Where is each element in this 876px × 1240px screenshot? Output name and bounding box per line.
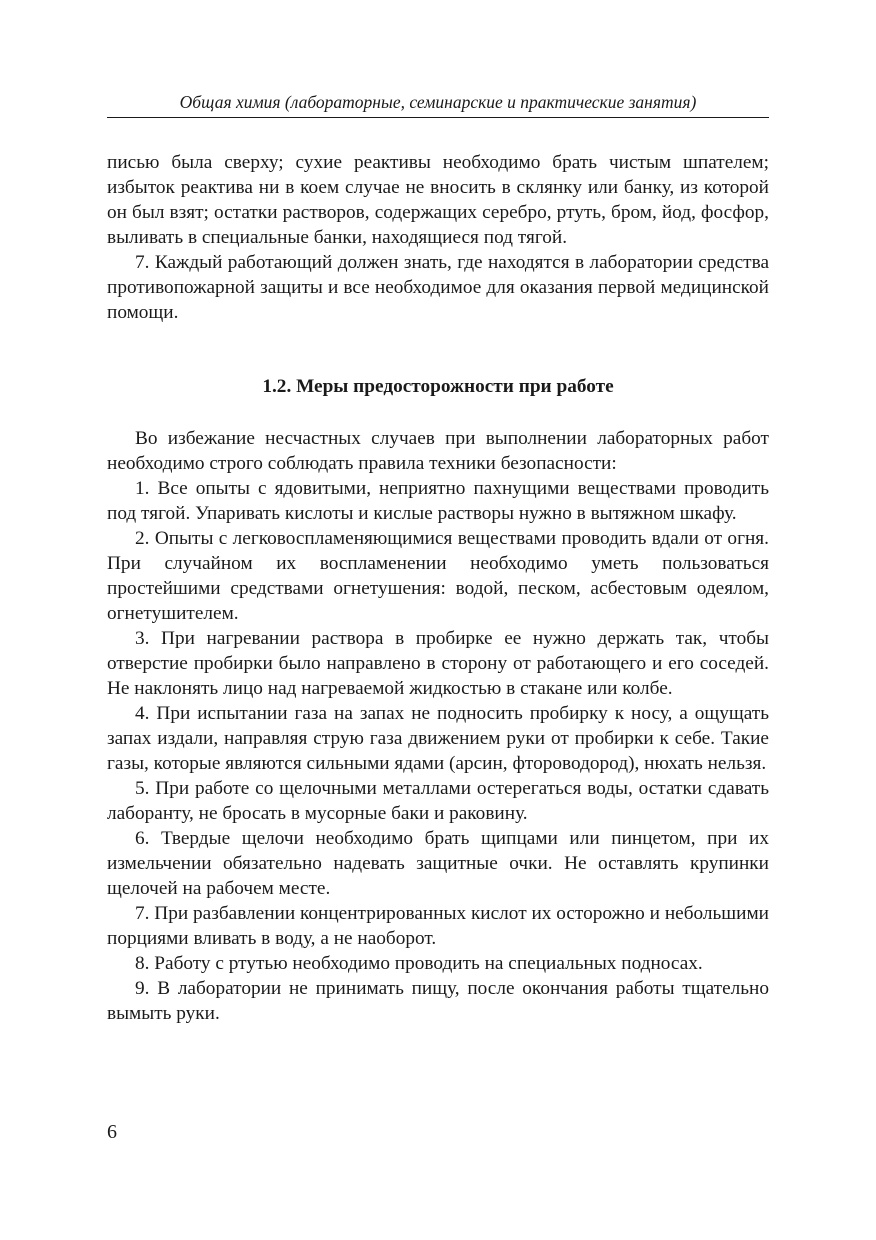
safety-rule-3: 3. При нагревании раствора в пробирке ее нужно держать так, чтобы отверстие пробирки было направлено в сторону от работающего и его соседей. Не наклонять лицо над нагреваемой жидкостью в стакане или колбе. bbox=[107, 628, 769, 699]
section-heading: 1.2. Меры предосторожности при работе bbox=[262, 376, 614, 397]
book-page bbox=[107, 0, 769, 1240]
safety-rule-8: 8. Работу с ртутью необходимо проводить на специальных подносах. bbox=[135, 953, 703, 974]
header-rule bbox=[107, 117, 769, 118]
intro-paragraph: Во избежание несчастных случаев при выполнении лабораторных работ необходимо строго соблюдать правила техники безопасности: bbox=[107, 428, 769, 474]
safety-rule-4: 4. При испытании газа на запах не подносить пробирку к носу, а ощущать запах издали, направляя струю газа движением руки от пробирки к себе. Такие газы, которые являются сильными ядами (арсин, фтороводород), нюхать нельзя. bbox=[107, 703, 769, 774]
safety-rule-5: 5. При работе со щелочными металлами остерегаться воды, остатки сдавать лаборанту, не бросать в мусорные баки и раковину. bbox=[107, 778, 769, 824]
safety-rule-1: 1. Все опыты с ядовитыми, неприятно пахнущими веществами проводить под тягой. Упаривать кислоты и кислые растворы нужно в вытяжном шкафу. bbox=[107, 478, 769, 524]
safety-rule-7: 7. При разбавлении концентрированных кислот их осторожно и небольшими порциями вливать в воду, а не наоборот. bbox=[107, 903, 769, 949]
safety-rules-block bbox=[107, 426, 769, 1026]
continued-text-block bbox=[107, 150, 769, 325]
running-head: Общая химия (лабораторные, семинарские и практические занятия) bbox=[179, 92, 697, 112]
page-number: 6 bbox=[107, 1121, 117, 1143]
paragraph-rule-7: 7. Каждый работающий должен знать, где находятся в лаборатории средства противопожарной защиты и все необходимое для оказания первой медицинской помощи. bbox=[107, 252, 769, 323]
continued-paragraph: писью была сверху; сухие реактивы необходимо брать чистым шпателем; избыток реактива ни в коем случае не вносить в склянку или банку, из которой он был взят; остатки растворов, содержащих серебро, ртуть, бром, йод, фосфор, выливать в специальные банки, находящиеся под тягой. bbox=[107, 152, 769, 248]
safety-rule-9: 9. В лаборатории не принимать пищу, после окончания работы тщательно вымыть руки. bbox=[107, 978, 769, 1024]
safety-rule-2: 2. Опыты с легковоспламеняющимися веществами проводить вдали от огня. При случайном их воспламенении необходимо уметь пользоваться простейшими средствами огнетушения: водой, песком, асбестовым одеялом, огнетушителем. bbox=[107, 528, 769, 624]
safety-rule-6: 6. Твердые щелочи необходимо брать щипцами или пинцетом, при их измельчении обязательно надевать защитные очки. Не оставлять крупинки щелочей на рабочем месте. bbox=[107, 828, 769, 899]
